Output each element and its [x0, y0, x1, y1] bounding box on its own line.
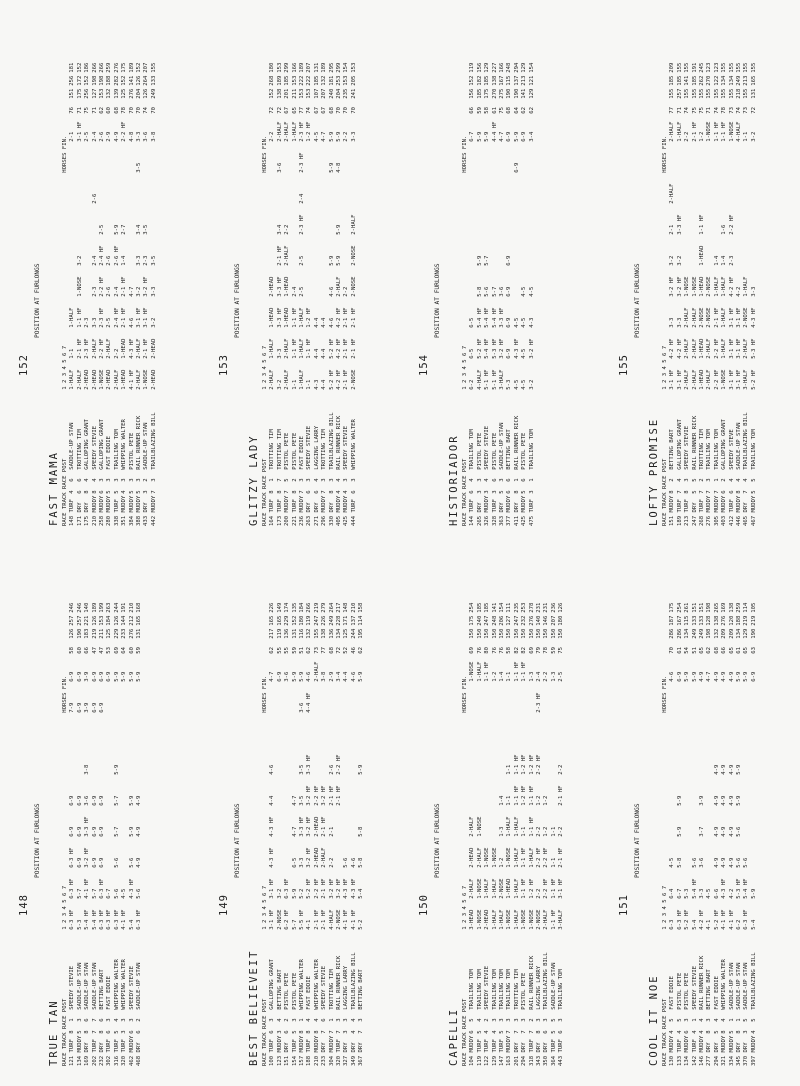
table-row: 144 TURF 6 4 TRAILING TOM 6-2 6-5 6-5 6-7 66 156 152 119 [469, 62, 476, 526]
table-row: 294 DRY 7 3 PISTOL PETE 1-NOSE 1-1 HF 1-1 HF 1-1 1-2 HF 1-2 HF 1-1 HF 82 150 232 253 [521, 602, 528, 1066]
position-header: POSITION AT FURLONGS [234, 263, 241, 338]
table-row: 247 DRY 5 5 RAIL RUNNER RICK 2-HALF 2-HALF 2-HALF 1-NOSE 2-1 HF 75 155 185 191 [691, 62, 698, 526]
table-row: 444 TURF 6 3 WHIPPING WALTER 2-NOSE 2-1 HF 2-1 HF 2-NOSE 2-NOSE 2-HALF 3-3 70 241 205 153 [350, 62, 357, 526]
table-row: 304 MUDDY 7 1 TROTTING TIM 4-HALF 3-2 HF 2-2 2-1 2-1 HF 2-6 2-9 68 136 249 264 [328, 602, 335, 1066]
race-number: 151 [618, 894, 630, 916]
table-row: 446 MUDDY 8 4 SADDLE-UP STAN 3-1 HF 3-1 HF 3-1 HF 4-2 4-HALF 74 218 249 155 [736, 62, 743, 526]
table-row: 236 MUDDY 7 3 FAST EDDIE 1-HALF 1-HALF 1-HALF 2-5 2-5 2-3 HF 2-4 2-3 HF 2-3 HF 77 153 222 189 [299, 62, 306, 526]
table-row: 316 TURF 5 4 WHIPPING WALTER 6-3 HF 5-6 5-6 5-7 5-7 5-9 5-9 69 229 126 244 [113, 602, 120, 1066]
table-row: 188 TURF 8 4 FAST EDDIE 4-1 5-2 HF 3-2 HF 3-2 HF 3-2 HF 3-3 HF 4-4 HF 4-6 62 132 119 266 [306, 602, 313, 1066]
table-row: 119 TURF 5 4 TRAILING TOM 1-NOSE 1-NOSE 2-HALF 1-NOSE 1-HALF 76 150 240 185 [476, 602, 483, 1066]
table-row: 443 TURF 6 3 TRAILING TOM 3-HALF 3-1 HF 2-1 HF 2-2 2-1 HF 2-2 2-5 75 150 180 126 [558, 602, 565, 1066]
table-row: 397 MUDDY 4 5 TRAILBLAZING BILL 5-4 5-9 6-9 63 190 219 105 [750, 602, 757, 1066]
header-row: RACE TRACK RACE POST 1 2 3 4 5 6 7 HORSES FIN. [62, 675, 68, 1066]
table-row: 157 MUDDY 8 1 WHIPPING WALTER 5-5 HF 5-2 3-3 3-3 HF 3-5 3-5 3-6 5-9 51 116 180 184 [299, 602, 306, 1066]
header-row: RACE TRACK RACE POST 1 2 3 4 5 6 7 HORSES FIN. [462, 135, 468, 526]
table-row: 475 TURF 3 1 TRAILING TOM 3-2 3-2 HF 4-3 4-5 3-4 62 129 121 154 [528, 62, 535, 526]
horse-panel [618, 11, 800, 526]
table-row: 350 DRY 6 3 TRAILBLAZING BILL 2-HALF 2-2 HF 2-2 HF 1-2 1-2 2-2 78 150 146 231 [543, 602, 550, 1066]
horse-name: HISTORIADOR [448, 434, 460, 526]
table-row: 364 TURF 5 5 SADDLE-UP STAN 1-1 HF 1-1 HF 1-1 1-1 1-3 59 150 207 236 [550, 602, 557, 1066]
table-row: 442 MUDDY 7 3 TRAILBLAZING BILL 2-HEAD 2-HEAD 3-2 3-3 3-5 3-8 70 249 133 155 [150, 62, 157, 526]
table-row: 169 DRY 8 6 SADDLE-UP STAN 5-4 HF 4-1 HF 3-2 HF 3-3 HF 3-6 3-8 3-9 3-9 66 183 221 140 [84, 602, 91, 1066]
header-row: RACE TRACK RACE POST 1 2 3 4 5 6 7 HORSES FIN. [262, 675, 268, 1066]
horse-name: BEST BELIEVEIT [248, 949, 260, 1066]
table-row: 151 MUDDY 8 2 BETTING BART 3-1 HF 4-2 HF 3-3 3-2 HF 3-2 2-1 2-HALF 2-HALF 77 155 185 209 [669, 62, 676, 526]
table-row: 232 DRY 8 6 BETTING BART 6-3 HF 6-3 HF 6-9 6-9 6-9 6-9 6-9 47 211 153 199 [99, 602, 106, 1066]
table-row: 425 MUDDY 4 3 SPEEDY STEVIE 2-1 HF 2-1 HF 2-1 HF 2-2 2-2 70 235 153 154 [343, 62, 350, 526]
horse-name: COOL IT NOE [648, 974, 660, 1066]
table-row: 201 DRY 7 3 TROTTING TIM 1-HALF 1-HALF 1-HALF 1-HALF 1-1 HF 1-1 HF 1-1 HF 82 150 247 235 [513, 602, 520, 1066]
table-row: 327 DRY 3 3 LAGGING LARRY 4-1 HF 4-3 HF 5-6 4-4 52 125 171 148 [343, 602, 350, 1066]
table-row: 268 TURF 7 2 TROTTING TIM 1-HEAD 1-HEAD 2-NOSE 1-HEAD 1-HEAD 1-1 HF 1-2 75 155 262 245 [699, 62, 706, 526]
race-table [262, 60, 358, 526]
table-row: 318 TURF 7 2 RAIL RUNNER RICK 1-NOSE 1-2 HF 1-HALF 1-1 HF 1-1 HF 1-2 HF 1-3 69 150 276 278 [528, 602, 535, 1066]
table-row: 367 DRY 7 3 BETTING BART 5-2 5-4 5-8 5-8 5-9 5-9 62 195 114 158 [358, 602, 365, 1066]
table-row: 334 MUDDY 5 1 SADDLE-UP STAN 4-1 HF 4-2 4-9 4-9 4-9 4-9 4-9 65 209 120 138 [728, 602, 735, 1066]
table-row: 258 MUDDY 6 3 GALLOPING GRANT 1-NOSE 2-2 HF 2-3 HF 2-2 HF 2-4 HF 2-5 2-6 62 153 198 266 [99, 62, 106, 526]
table-row: 377 MUDDY 6 6 BETTING BART 5-3 6-9 6-9 6-9 6-9 6-9 68 190 115 248 [506, 62, 513, 526]
header-row: RACE TRACK RACE POST 1 2 3 4 5 6 7 HORSES FIN. [262, 135, 268, 526]
table-row: 148 TURF 4 6 SADDLE-UP STAN 1-HALF 1-1 1-HALF 2-1 76 151 256 181 [69, 62, 76, 526]
table-row: 467 MUDDY 5 5 TRAILING TOM 5-2 HF 5-3 HF 4-3 HF 3-3 3-2 72 131 165 155 [750, 62, 757, 526]
position-header: POSITION AT FURLONGS [634, 803, 641, 878]
race-number: 148 [18, 894, 30, 916]
table-row: 210 MUDDY 8 4 WHIPPING WALTER 2-1 HF 2-2 HF 2-HEAD 2-HEAD 2-2 HF 2-HALF 73 155 247 219 [313, 602, 320, 1066]
table-row: 425 MUDDY 5 6 PISTOL PETE 4-5 4-5 4-5 4-5 6-9 62 141 213 129 [521, 62, 528, 526]
position-header: POSITION AT FURLONGS [34, 803, 41, 878]
table-row: 154 TURF 5 3 PISTOL PETE 5-7 5-9 6-5 4-7 4-7 5-9 59 131 152 135 [291, 602, 298, 1066]
horse-panel [218, 551, 404, 1066]
position-header: POSITION AT FURLONGS [434, 803, 441, 878]
table-row: 276 MUDDY 7 3 TRAILING TOM 2-HALF 2-HALF 2-NOSE 2-NOSE 1-NOSE 71 155 270 123 [706, 62, 713, 526]
table-row: 280 MUDDY 5 3 FAST EDDIE 2-HEAD 2-HALF 2-5 2-6 2-6 2-9 60 132 188 259 [106, 62, 113, 526]
table-row: 320 TURF 7 3 RAIL RUNNER RICK 2-NOSE 3-2 HF 2-1 HF 2-2 HF 3-4 72 134 228 217 [336, 602, 343, 1066]
race-number: 152 [18, 354, 30, 376]
race-number: 154 [418, 354, 430, 376]
header-row: RACE TRACK RACE POST 1 2 3 4 5 6 7 HORSES FIN. [662, 135, 668, 526]
position-header: POSITION AT FURLONGS [634, 263, 641, 338]
table-row: 164 TURF 8 1 TROTTING TIM 2-HALF 1-HALF 1-HEAD 2-HEAD 2-2 72 152 268 180 [269, 62, 276, 526]
table-row: 171 DRY 6 6 TROTTING TIM 2-HALF 2-1 HF 1-1 HF 1-NOSE 3-2 3-1 HF 71 175 172 152 [76, 62, 83, 526]
table-row: 130 MUDDY 4 5 FAST EDDIE 6-3 6-4 4-5 4-6 70 286 187 175 [669, 602, 676, 1066]
horse-name: TRUE TAN [48, 999, 60, 1066]
race-number: 155 [618, 354, 630, 376]
table-row: 210 MUDDY 8 4 SPEEDY STEVIE 2-HEAD 2-HALF 3-3 2-3 2-4 2-6 2-4 71 127 198 266 [91, 62, 98, 526]
table-row: 146 MUDDY 4 4 RAIL RUNNER RICK 4-2 HF 3-3 3-6 3-7 3-9 4-9 65 249 133 151 [699, 602, 706, 1066]
table-row: 123 MUDDY 3 4 BETTING BART 2-NOSE 3-2 6-9 55 119 165 149 [276, 602, 283, 1066]
table-row: 462 MUDDY 6 3 SPEEDY STEVIE 5-4 4-3 HF 5-6 5-9 5-9 5-9 60 276 212 210 [128, 602, 135, 1066]
horse-name: FAST MAMA [48, 451, 60, 526]
position-header: POSITION AT FURLONGS [234, 803, 241, 878]
table-row: 384 MUDDY 5 3 PISTOL PETE 4-1 HF 4-3 HF 4-6 4-7 4-8 70 276 141 189 [128, 62, 135, 526]
table-row: 122 TURF 4 2 SPEEDY STEVIE 2-HEAD 1-HALF 1-NOSE 1-1 HF 80 150 247 185 [484, 602, 491, 1066]
table-row: 349 DRY 4 4 TRAILBLAZING BILL 4-1 HF 4-3 HF 4-6 4-6 46 244 137 210 [350, 602, 357, 1066]
table-row: 403 MUDDY 6 2 GALLOPING GRANT 1-NOSE 1-HALF 1-HALF 1-HALF 1-4 1-6 1-1 HF 78 155 134 155 [721, 62, 728, 526]
table-row: 134 MUDDY 6 3 PISTOL PETE 5-2 HF 5-3 5-9 54 134 115 261 [684, 602, 691, 1066]
race-table [462, 600, 566, 1066]
table-row: 121 TURF 8 1 SPEEDY STEVIE 6-3 HF 6-3 HF 6-3 HF 6-9 6-9 7-9 6-9 58 126 257 246 [69, 602, 76, 1066]
horse-panel [418, 11, 604, 526]
race-table [262, 600, 366, 1066]
horse-name: LOFTY PROMISE [648, 417, 660, 526]
table-row: 265 DRY 3 3 PISTOL PETE 4-HALF 5-2 HF 5-4 HF 5-8 5-9 5-9 59 185 182 156 [476, 62, 483, 526]
table-row: 433 DRY 3 2 SADDLE-UP STAN 1-NOSE 2-1 HF 3-1 HF 3-2 HF 2-3 3-5 3-6 74 126 264 207 [143, 62, 150, 526]
table-row: 370 DRY 3 5 SADDLE-UP STAN 6-3 HF 5-4 HF 5-6 5-9 65 129 219 114 [743, 602, 750, 1066]
header-row: RACE TRACK RACE POST 1 2 3 4 5 6 7 HORSES FIN. [62, 135, 68, 526]
table-row: 277 DRY 8 3 BETTING BART 4-1 4-5 4-7 62 198 128 198 [706, 602, 713, 1066]
table-row: 147 TURF 5 3 TRAILING TOM 1-HALF 2-NOSE 1-2 1-3 1-4 1-4 76 150 206 154 [499, 602, 506, 1066]
table-row: 328 TURF 3 6 PISTOL PETE 5-1 HF 5-3 HF 5-4 HF 5-7 4-4 HF 61 270 138 227 [491, 62, 498, 526]
horse-panel [18, 551, 204, 1066]
position-header: POSITION AT FURLONGS [434, 263, 441, 338]
table-row: 142 TURF 4 1 SPEEDY STEVIE 5-4 5-4 HF 5-6 5-9 51 249 133 151 [691, 602, 698, 1066]
table-row: 271 DRY 6 4 LAGGING LARRY 4-3 4-4 4-4 4-5 67 107 185 131 [313, 62, 320, 526]
table-row: 321 MUDDY 8 4 WHIPPING WALTER 4-1 HF 4-3 HF 4-9 4-9 4-9 4-9 4-9 66 209 276 169 [721, 602, 728, 1066]
table-row: 305 MUDDY 7 1 TRAILING TOM 2-2 HF 2-2 HF 2-1 HF 1-HALF 1-4 1-1 HF 74 155 122 123 [713, 62, 720, 526]
table-row: 345 DRY 8 1 SADDLE-UP STAN 6-2 5-3 HF 5-6 5-6 5-9 5-9 5-9 61 134 188 259 [736, 602, 743, 1066]
table-row: 320 TURF 3 3 WHIPPING WALTER 4-1 HF 4-5 5-9 64 233 144 191 [121, 602, 128, 1066]
table-row: 151 DRY 6 2 PISTOL PETE 6-2 HF 6-3 HF 3-6 55 136 229 174 [284, 602, 291, 1066]
table-row: 129 TURF 4 3 TRAILING TOM 1-HALF 1-HALF 1-NOSE 1-2 76 150 248 141 [491, 602, 498, 1066]
table-row: 104 MUDDY 6 5 TRAILING TOM 3-HEAD 2-HALF 2-HEAD 2-HALF 1-NOSE 69 150 175 254 [469, 602, 476, 1066]
horse-panel [618, 551, 800, 1066]
table-row: 233 DRY 7 6 SPEEDY STEVIE 2-1 HF 2-1 HF 2-HALF 2-1 HF 3-2 HF 3-8 77 138 226 279 [321, 602, 328, 1066]
horse-name: GLITZY LADY [248, 434, 260, 526]
race-number: 153 [218, 354, 230, 376]
table-row: 163 MUDDY 7 3 TRAILING TOM 1-NOSE 1-HEAD 1-NOSE 1-HALF 1-1 1-1 1-1 58 150 127 111 [506, 602, 513, 1066]
horse-name: CAPELLI [448, 1007, 460, 1066]
table-row: 294 DRY 5 4 FAST EDDIE 5-2 HF 6-6 4-9 4-9 4-9 4-9 4-9 68 132 138 265 [713, 602, 720, 1066]
table-row: 468 DRY 6 2 SADDLE-UP STAN 6-3 HF 5-6 4-9 4-9 4-9 5-9 59 131 165 168 [136, 602, 143, 1066]
table-row: 351 MUDDY 4 3 WHIPPING WALTER 1-HEAD 1-HEAD 2-1 HF 2-1 HF 1-4 2-7 2-2 HF 78 125 152 175 [121, 62, 128, 526]
horse-panel [218, 11, 404, 526]
race-table [462, 60, 536, 526]
table-row: 133 TURF 4 5 PISTOL PETE 6-3 HF 6-7 5-8 5-9 5-9 6-9 61 286 167 254 [676, 602, 683, 1066]
table-row: 343 DRY 8 3 LAGGING LARRY 2-NOSE 2-2 2-2 HF 2-2 1-2 2-2 HF 2-3 HF 2-4 79 150 140 231 [536, 602, 543, 1066]
table-row: 338 TURF 5 3 TRAILING TOM 2-HALF 2-2 2-4 HF 2-4 2-6 HF 5-9 4-9 68 139 282 276 [113, 62, 120, 526]
table-row: 263 DRY 6 3 SPEEDY STEVIE 1-1 1-1 HF 1-2 HF 1-2 HF 74 153 222 207 [306, 62, 313, 526]
horse-panel [18, 11, 204, 526]
race-number: 150 [418, 894, 430, 916]
table-row: 412 TURF 6 4 SPEEDY STEVE 3-1 HF 3-1 HF 3-1 HF 4-2 HF 2-3 2-2 HF 1-NOSE 73 155 134 155 [728, 62, 735, 526]
table-row: 202 TURF 7 7 SADDLE-UP STAN 5-4 HF 5-7 6-9 6-9 6-9 6-9 6-9 47 219 126 189 [91, 602, 98, 1066]
table-row: 175 DRY 8 4 GALLOPING GRANT 2-HEAD 2-3 HF 2-3 2-5 75 256 152 186 [84, 62, 91, 526]
position-header: POSITION AT FURLONGS [34, 263, 41, 338]
table-row: 213 TURF 8 3 SPEEDY STEVIE 2-HALF 2-HALF 2-HALF 1-NOSE 2-2 74 155 141 155 [684, 62, 691, 526]
table-row: 465 DRY 7 4 TRAILBLAZING BILL 3-HALF 2-HALF 2-NOSE 1-HALF 1-1 73 155 213 155 [743, 62, 750, 526]
table-row: 189 TURF 7 4 GALLOPING GRANT 3-1 HF 4-2 HF 3-3 3-2 HF 3-2 3-3 HF 1-HALF 71 257 185 155 [676, 62, 683, 526]
table-row: 296 MUDDY 7 3 TROTTING TIM 4-4 4-4 4-4 4-7 67 207 132 189 [321, 62, 328, 526]
table-row: 411 DRY 8 1 RAIL RUNNER RICK 4-5 4-3 HF 4-5 6-9 5-9 64 190 137 294 [513, 62, 520, 526]
table-row: 173 TURF 8 7 TROTTING TIM 3-2 3-3 3-3 HF 3-3 HF 2-1 HF 3-4 3-6 2-HALF 72 138 189 153 [276, 62, 283, 526]
table-row: 405 MUDDY 4 4 RAIL RUNNER RICK 4-2 HF 4-2 HF 4-2 HF 2-HALF 5-9 5-9 4-8 5-9 70 204 253 299 [336, 62, 343, 526]
table-row: 330 DRY 8 3 TRAILBLAZING BILL 5-2 HF 5-2 HF 4-6 4-6 5-9 5-9 5-9 68 240 181 295 [328, 62, 335, 526]
table-row: 363 DRY 5 3 SADDLE-UP STAN 3-HALF 3-2 HF 3-3 HF 3-6 4-7 75 275 167 166 [499, 62, 506, 526]
race-table [62, 60, 158, 526]
table-row: 388 MUDDY 5 3 RAIL RUNNER RICK 2-HALF 2-HALF 3-1 HF 3-2 3-3 3-4 3-5 3-3 70 204 126 152 [136, 62, 143, 526]
table-row: 200 MUDDY 7 5 PISTOL PETE 2-HALF 2-HALF 1-HEAD 1-HEAD 2-HALF 2-2 2-HALF 67 201 185 299 [284, 62, 291, 526]
race-table [662, 60, 758, 526]
horse-panel [418, 551, 604, 1066]
table-row: 221 TURF 8 2 PISTOL PETE 1-1 1-1 HF 1-1 HF 2-4 1-HALF 65 211 153 166 [291, 62, 298, 526]
header-row: RACE TRACK RACE POST 1 2 3 4 5 6 7 HORSES FIN. [462, 675, 468, 1066]
race-table [62, 600, 143, 1066]
header-row: RACE TRACK RACE POST 1 2 3 4 5 6 7 HORSES FIN. [662, 675, 668, 1066]
table-row: 134 MUDDY 5 3 SADDLE-UP STAN 5-3 5-7 6-9 6-9 6-9 6-9 6-9 60 190 257 246 [76, 602, 83, 1066]
race-number: 149 [218, 894, 230, 916]
table-row: 326 MUDDY 3 4 SPEEDY STEVIE 5-1 HF 5-4 HF 5-4 HF 5-6 5-7 5-9 58 175 185 129 [484, 62, 491, 526]
table-row: 100 TURF 6 3 GALLOPING GRANT 3-1 HF 3-1 HF 4-3 HF 4-3 HF 4-4 4-6 4-7 62 217 165 226 [269, 602, 276, 1066]
race-table [662, 600, 758, 1066]
table-row: 302 TURF 6 3 FAST EDDIE 6-3 HF 6-7 6-9 53 125 184 263 [106, 602, 113, 1066]
